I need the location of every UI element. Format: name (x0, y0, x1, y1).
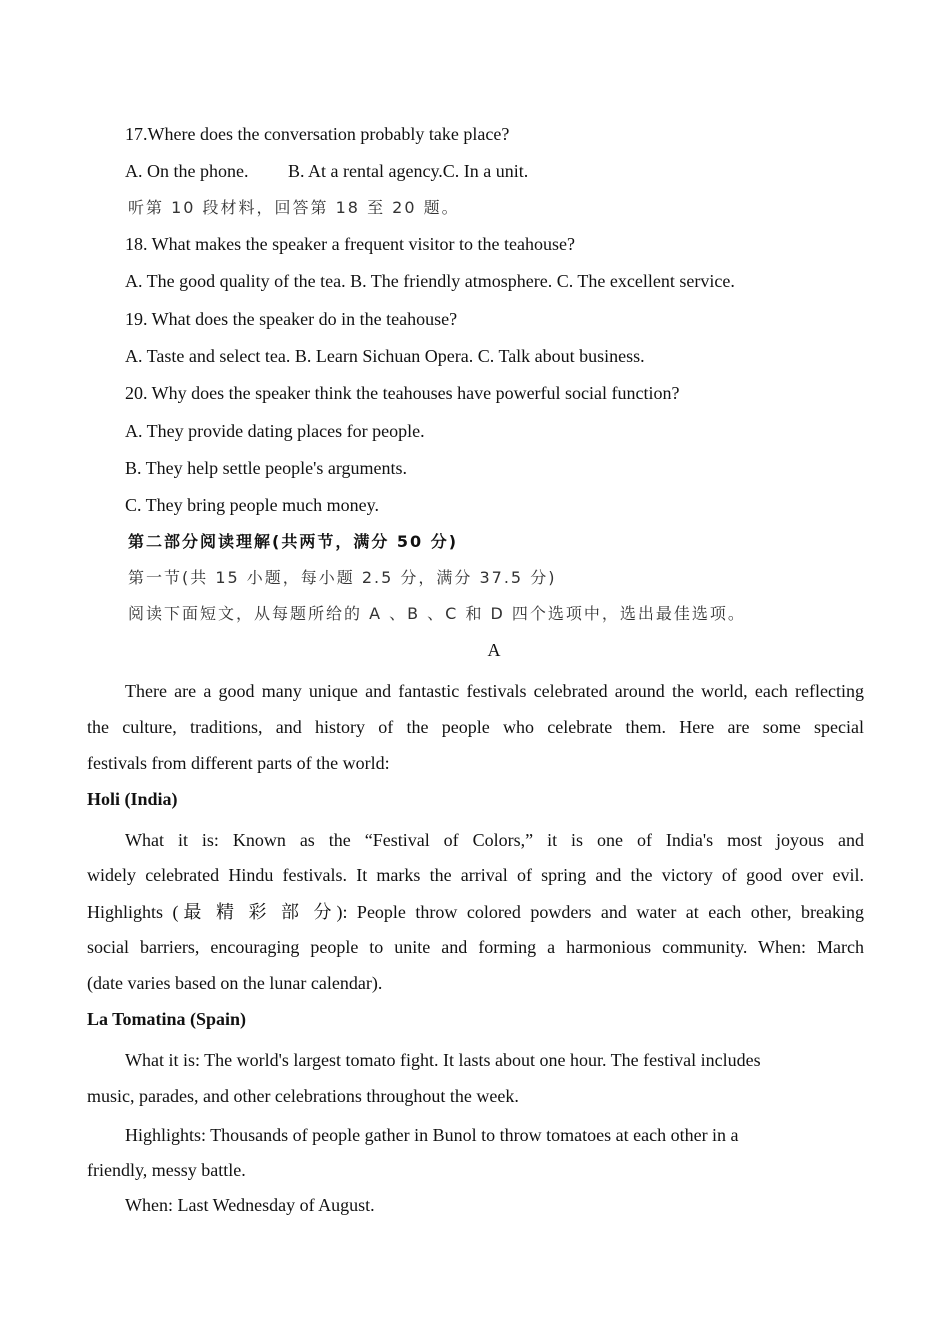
holi-line: social barriers, encouraging people to unite and forming a harmonious community. When: March (87, 937, 864, 957)
tomatina-line: friendly, messy battle. (87, 1160, 246, 1180)
tomatina-line: What it is: The world's largest tomato fight. It lasts about one hour. The festival includes (125, 1050, 761, 1070)
tomatina-heading: La Tomatina (Spain) (87, 1009, 247, 1029)
question-18: 18. What makes the speaker a frequent visitor to the teahouse? (125, 234, 576, 254)
intro-line: the culture, traditions, and history of the people who celebrate them. Here are some special (87, 717, 864, 737)
section-10-note: 听第 10 段材料，回答第 18 至 20 题。 (128, 198, 460, 217)
holi-heading: Holi (India) (87, 789, 178, 809)
holi-line: widely celebrated Hindu festivals. It marks the arrival of spring and the victory of good over evil. (87, 865, 864, 885)
question-17-option-a: A. On the phone. (125, 161, 249, 181)
reading-instruction: 阅读下面短文，从每题所给的 A 、B 、C 和 D 四个选项中，选出最佳选项。 (128, 604, 746, 623)
question-17: 17.Where does the conversation probably take place? (125, 124, 510, 144)
section-one-title: 第一节(共 15 小题，每小题 2.5 分，满分 37.5 分) (128, 568, 557, 587)
tomatina-line: When: Last Wednesday of August. (125, 1195, 375, 1215)
question-17-options-bc: B. At a rental agency.C. In a unit. (288, 161, 529, 181)
holi-line: What it is: Known as the “Festival of Colors,” it is one of India's most joyous and (125, 830, 864, 850)
holi-line: (date varies based on the lunar calendar). (87, 973, 383, 993)
question-20-option-b: B. They help settle people's arguments. (125, 458, 408, 478)
question-20-option-a: A. They provide dating places for people. (125, 421, 425, 441)
question-18-options: A. The good quality of the tea. B. The friendly atmosphere. C. The excellent service. (125, 271, 735, 291)
passage-label: A (487, 640, 501, 660)
intro-line: festivals from different parts of the world: (87, 753, 390, 773)
holi-line: Highlights (最 精 彩 部 分): People throw colored powders and water at each other, breaking (87, 902, 864, 922)
tomatina-line: Highlights: Thousands of people gather in Bunol to throw tomatoes at each other in a (125, 1125, 739, 1145)
part-two-title: 第二部分阅读理解(共两节，满分 50 分) (128, 532, 459, 551)
intro-line: There are a good many unique and fantastic festivals celebrated around the world, each reflecting (125, 681, 864, 701)
question-20-option-c: C. They bring people much money. (125, 495, 379, 515)
question-19-options: A. Taste and select tea. B. Learn Sichuan Opera. C. Talk about business. (125, 346, 645, 366)
question-20: 20. Why does the speaker think the teahouses have powerful social function? (125, 383, 680, 403)
tomatina-line: music, parades, and other celebrations throughout the week. (87, 1086, 519, 1106)
question-19: 19. What does the speaker do in the teahouse? (125, 309, 458, 329)
